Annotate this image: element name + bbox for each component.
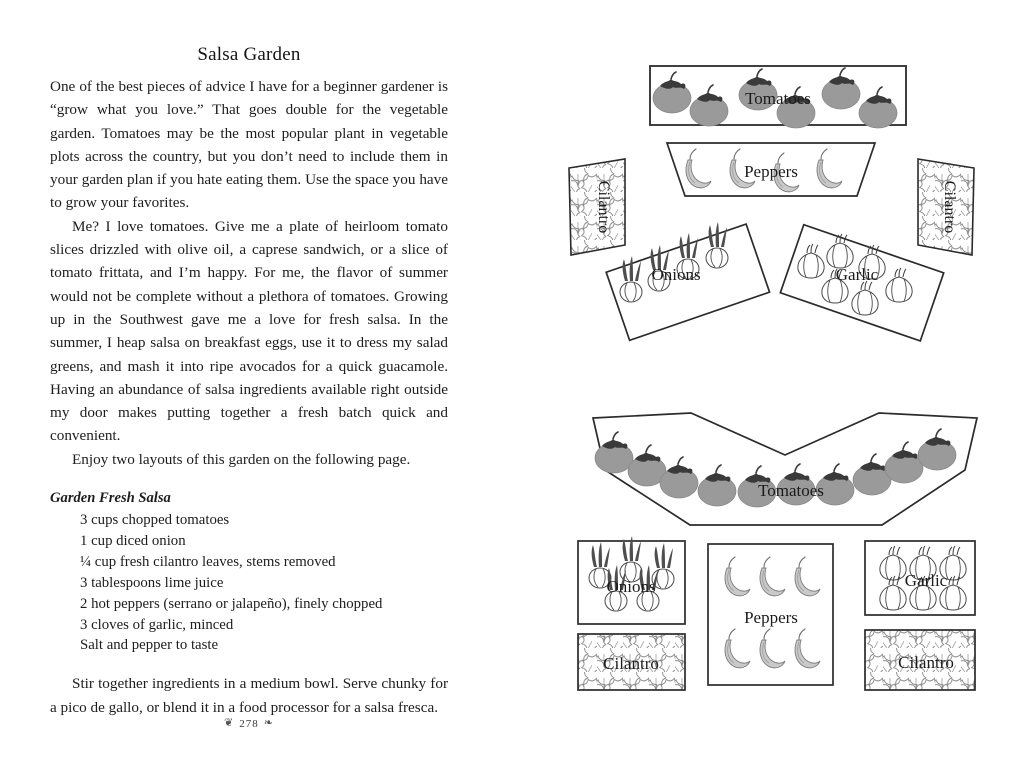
bed-onions-layout-two[interactable] [578, 536, 685, 624]
bed-cilantro-right-layout-two[interactable] [865, 630, 975, 690]
bed-label: Tomatoes [745, 89, 811, 108]
page-title: Salsa Garden [197, 44, 301, 65]
bed-label: Garlic [904, 571, 948, 590]
bed-cilantro-right-layout-one[interactable] [918, 159, 974, 255]
bed-garlic-layout-two[interactable] [865, 541, 975, 615]
list-item: 2 hot peppers (serrano or jalapeño), finely chopped [80, 595, 383, 612]
page-number: 278 [239, 718, 259, 730]
bed-tomatoes-layout-one[interactable] [650, 66, 906, 128]
bed-label: Peppers [744, 162, 798, 181]
bed-label: Peppers [744, 608, 798, 627]
list-item: ¼ cup fresh cilantro leaves, stems removed [80, 553, 336, 570]
list-item: 3 cups chopped tomatoes [80, 512, 230, 529]
garden-layout-illustrations [545, 0, 1024, 780]
body-paragraph-3: Enjoy two layouts of this garden on the following page. [72, 450, 411, 468]
bed-tomatoes-layout-two[interactable] [593, 413, 977, 525]
list-item: Salt and pepper to taste [80, 637, 219, 654]
bed-label: Cilantro [595, 180, 612, 234]
layout-one [569, 66, 974, 341]
bed-cilantro-left-layout-one[interactable] [569, 159, 625, 255]
bed-peppers-layout-two[interactable] [708, 544, 833, 685]
list-item: 3 tablespoons lime juice [80, 574, 224, 591]
leaf-sprig-icon: ❧ [263, 717, 274, 729]
bed-label: Onions [606, 577, 656, 596]
page-folio [50, 716, 448, 730]
ingredient-list [50, 510, 448, 656]
bed-label: Cilantro [603, 654, 659, 673]
bed-label: Cilantro [898, 653, 954, 672]
bed-peppers-layout-one[interactable] [667, 143, 875, 196]
layout-two [578, 413, 977, 690]
leaf-sprig-icon: ❦ [224, 717, 235, 729]
bed-label: Onions [651, 265, 701, 284]
bed-label: Garlic [835, 265, 879, 284]
bed-label: Tomatoes [758, 481, 824, 500]
bed-cilantro-left-layout-two[interactable] [578, 634, 685, 690]
list-item: 1 cup diced onion [80, 532, 186, 549]
recipe-instructions: Stir together ingredients in a medium bowl. Serve chunky for a pico de gallo, or blend it in a food processor for a salsa fresca. [50, 675, 448, 716]
recipe-title: Garden Fresh Salsa [50, 490, 171, 507]
list-item: 3 cloves of garlic, minced [80, 616, 234, 633]
body-paragraph-1: One of the best pieces of advice I have for a beginner gardener is “grow what you love.” That goes double for the vegetable garden. Tomatoes may be the most popular plant in vegetable plots across the country, but you don’t need to include them in your garden plan if you hate eating them. Use the space you have to grow your favorites. [50, 78, 448, 212]
text-column [50, 44, 448, 719]
body-paragraph-2: Me? I love tomatoes. Give me a plate of heirloom tomato slices drizzled with olive oil, a caprese sandwich, or a slice of tomato frittata, and I’m happy. For me, the flavor of summer would not be complete without a plethora of tomatoes. Growing up in the Southwest gave me a love for fresh salsa. In the summer, I heap salsa on breakfast eggs, use it to dress my salad greens, and mash it into ripe avocados for a quick guacamole. Having an abundance of salsa ingredients available right outside my door makes putting together a fresh batch quick and convenient. [50, 217, 448, 445]
bed-label: Cilantro [941, 180, 958, 234]
